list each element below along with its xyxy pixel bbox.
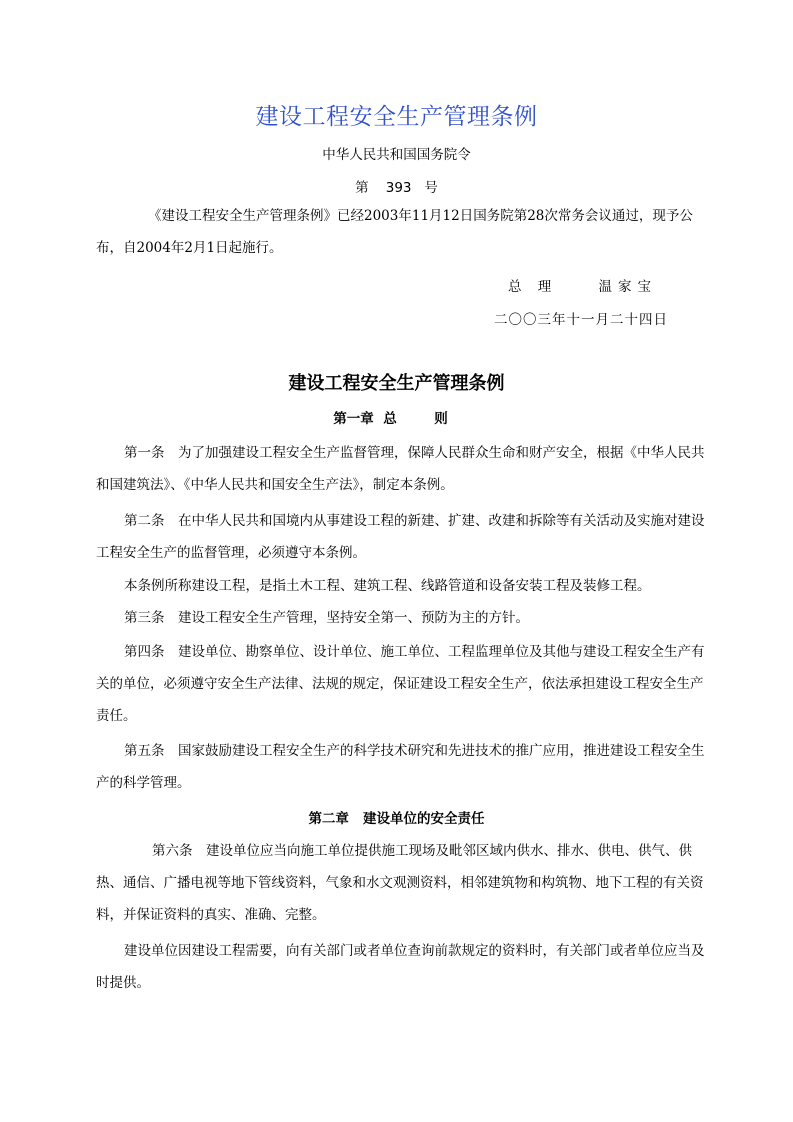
regulation-title: 建设工程安全生产管理条例 — [288, 373, 505, 394]
decree-number-suffix: 号 — [424, 180, 438, 196]
chapter-1-heading — [0, 407, 793, 427]
chapter-title: 总 则 — [383, 411, 460, 427]
decree-date: 二〇〇三年十一月二十四日 — [494, 312, 668, 328]
premier-name: 温家宝 — [598, 279, 657, 295]
decree-number-value: 393 — [385, 180, 412, 196]
premier-signature — [508, 275, 657, 295]
promulgation-paragraph: 《建设工程安全生产管理条例》已经2003年11月12日国务院第28次常务会议通过，现予公布，自2004年2月1日起施行。 — [96, 208, 693, 256]
chapter-2-heading — [0, 807, 793, 827]
article-5: 第五条 国家鼓励建设工程安全生产的科学技术研究和先进技术的推广应用，推进建设工程安全生产的科学管理。 — [96, 743, 705, 791]
chapter-title: 建设单位的安全责任 — [363, 811, 485, 827]
decree-number — [0, 176, 793, 196]
article-3: 第三条 建设工程安全生产管理，坚持安全第一、预防为主的方针。 — [124, 610, 529, 626]
article-6: 第六条 建设单位应当向施工单位提供施工现场及毗邻区域内供水、排水、供电、供气、供热、通信、广播电视等地下管线资料，气象和水文观测资料，相邻建筑物和构筑物、地下工程的有关资料，并保证资料的真实、准确、完整。 — [96, 843, 704, 923]
article-2: 第二条 在中华人民共和国境内从事建设工程的新建、扩建、改建和拆除等有关活动及实施对建设工程安全生产的监督管理，必须遵守本条例。 — [96, 513, 705, 561]
decree-number-prefix: 第 — [355, 180, 369, 196]
chapter-label: 第二章 — [308, 811, 349, 827]
premier-title: 总 理 — [508, 279, 558, 295]
decree-issuer: 中华人民共和国国务院令 — [322, 147, 471, 163]
article-2-definition: 本条例所称建设工程，是指土木工程、建筑工程、线路管道和设备安装工程及装修工程。 — [124, 578, 651, 594]
chapter-label: 第一章 — [333, 411, 374, 427]
document-title: 建设工程安全生产管理条例 — [255, 104, 538, 130]
article-1: 第一条 为了加强建设工程安全生产监督管理，保障人民群众生命和财产安全，根据《中华人民共和国建筑法》、《中华人民共和国安全生产法》，制定本条例。 — [96, 445, 705, 493]
article-6-paragraph-2: 建设单位因建设工程需要，向有关部门或者单位查询前款规定的资料时，有关部门或者单位应当及时提供。 — [96, 943, 705, 991]
article-4: 第四条 建设单位、勘察单位、设计单位、施工单位、工程监理单位及其他与建设工程安全生产有关的单位，必须遵守安全生产法律、法规的规定，保证建设工程安全生产，依法承担建设工程安全生产责任。 — [96, 644, 705, 724]
